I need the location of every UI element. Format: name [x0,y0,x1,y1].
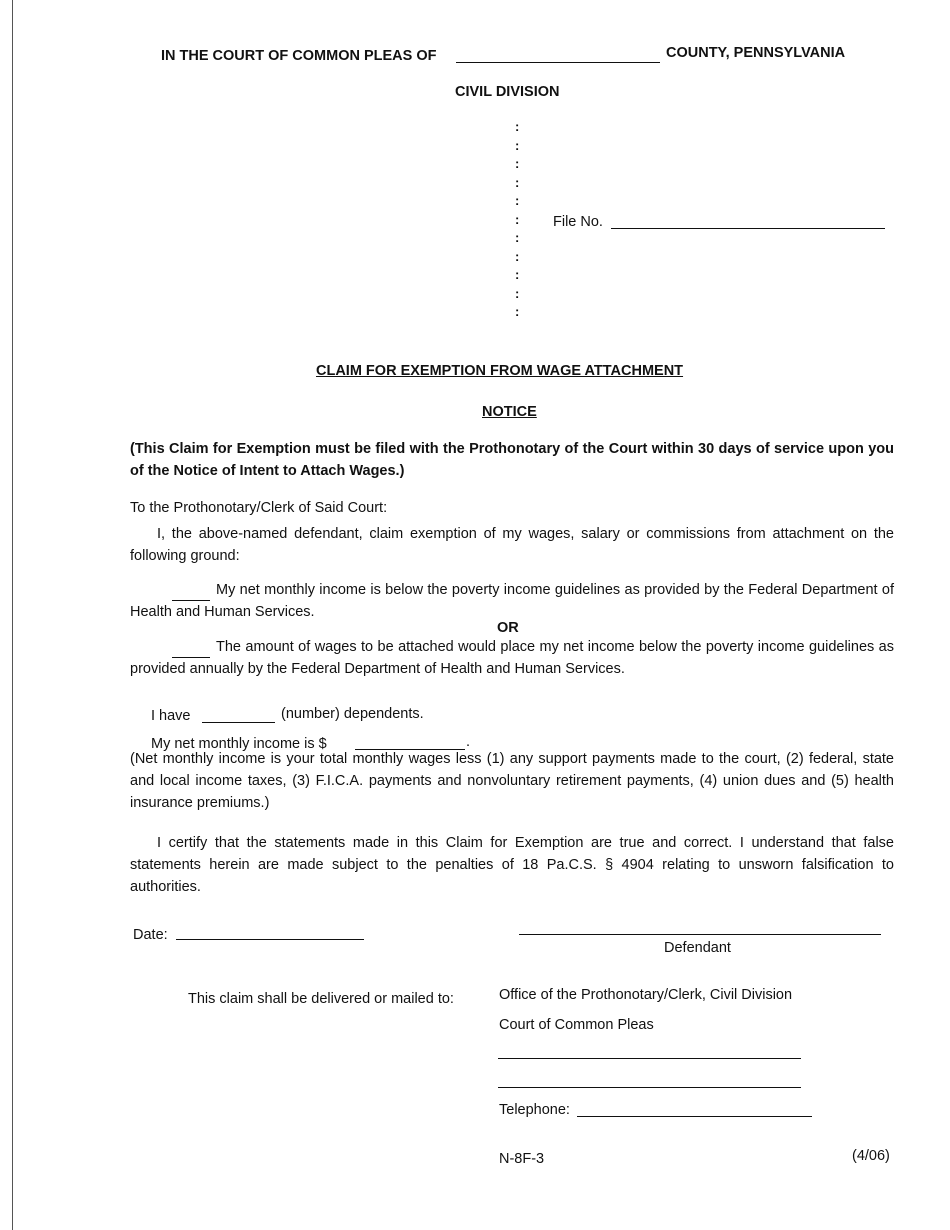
claim-intro: I, the above-named defendant, claim exemption of my wages, salary or commissions from attachment on the following ground: [130,526,894,564]
county-suffix: COUNTY, PENNSYLVANIA [666,45,846,61]
dependents-prefix: I have [151,708,191,724]
notice-heading: NOTICE [482,404,537,420]
county-field[interactable] [456,62,660,63]
addressee: To the Prothonotary/Clerk of Said Court: [130,500,388,516]
civil-division: CIVIL DIVISION [455,84,560,100]
dependents-suffix: (number) dependents. [281,706,424,722]
address-line-1[interactable] [498,1058,801,1059]
option1-text: My net monthly income is below the poverty income guidelines as provided by the Federal Department of Health and Human Services. [130,582,894,620]
page-left-edge [12,0,13,1230]
telephone-label: Telephone: [499,1102,570,1118]
certification-text: I certify that the statements made in this Claim for Exemption are true and correct. I understand that false statements herein are made subject to the penalties of 18 Pa.C.S. § 4904 relating to unsworn falsification to authorities. [130,835,894,895]
form-title: CLAIM FOR EXEMPTION FROM WAGE ATTACHMENT [316,363,684,379]
form-date: (4/06) [852,1148,890,1164]
dependents-field[interactable] [202,722,275,723]
or-label: OR [497,620,519,636]
office-line2: Court of Common Pleas [499,1017,654,1033]
net-income-note: (Net monthly income is your total monthly wages less (1) any support payments made to the court, (2) federal, state and local income taxes, (3) F.I.C.A. payments and nonvoluntary retirement payments, (4) union dues and (5) health insurance premiums.) [130,751,894,811]
address-line-2[interactable] [498,1087,801,1088]
file-no-label: File No. [553,214,603,230]
defendant-label: Defendant [664,940,731,956]
form-number: N-8F-3 [499,1151,545,1167]
office-line1: Office of the Prothonotary/Clerk, Civil Division [499,987,793,1003]
court-prefix: IN THE COURT OF COMMON PLEAS OF [161,48,437,64]
file-no-field[interactable] [611,228,885,229]
defendant-signature-line[interactable] [519,934,881,935]
date-field[interactable] [176,939,364,940]
date-label: Date: [133,927,168,943]
delivery-label: This claim shall be delivered or mailed to: [188,991,454,1007]
caption-colon-column: : : : : : : : : : : : [515,119,520,319]
telephone-field[interactable] [577,1116,812,1117]
income-prefix: My net monthly income is $ [151,736,327,752]
option2-text: The amount of wages to be attached would place my net income below the poverty income guidelines as provided annually by the Federal Department of Health and Human Services. [130,639,894,677]
notice-text: (This Claim for Exemption must be filed with the Prothonotary of the Court within 30 days of service upon you of the Notice of Intent to Attach Wages.) [130,441,894,479]
income-suffix: . [466,734,471,750]
